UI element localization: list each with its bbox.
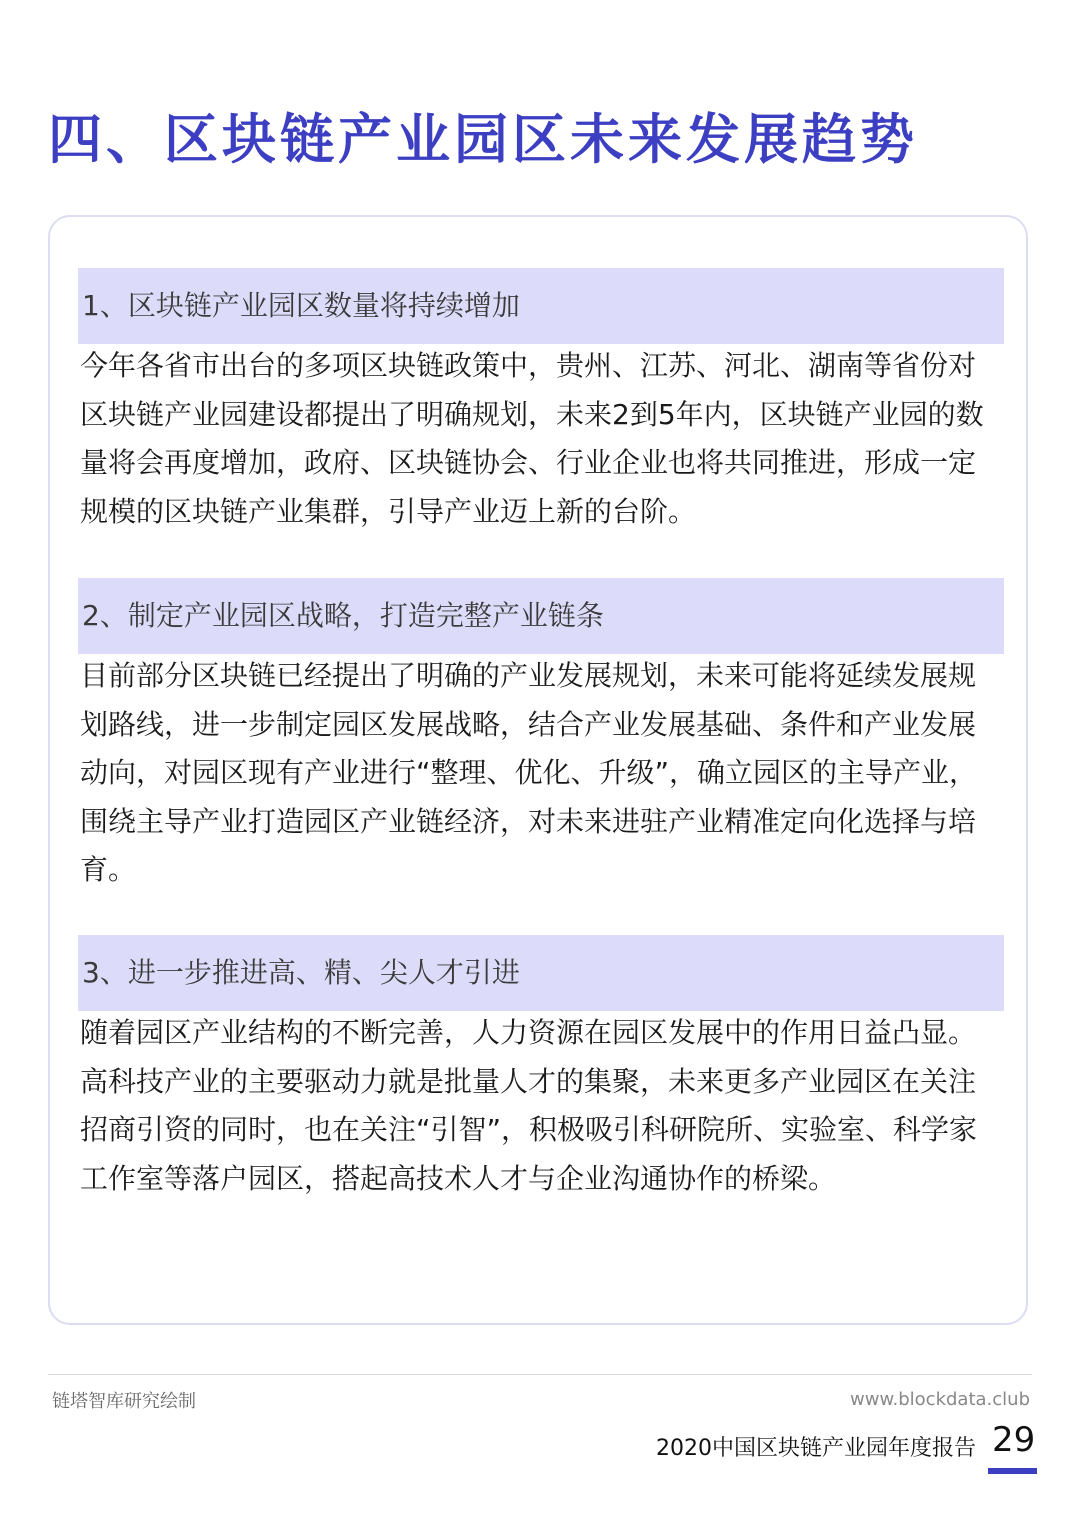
footer-url[interactable]: www.blockdata.club — [850, 1389, 1030, 1410]
page-title: 四、区块链产业园区未来发展趋势 — [48, 108, 918, 171]
section-3-body: 随着园区产业结构的不断完善，人力资源在园区发展中的作用日益凸显。高科技产业的主要驱动力就是批量人才的集聚，未来更多产业园区在关注招商引资的同时，也在关注“引智”，积极吸引科研院所、实验室、科学家工作室等落户园区，搭起高技术人才与企业沟通协作的桥梁。 — [80, 1016, 978, 1195]
footer-divider — [48, 1374, 1032, 1375]
footer-report-title: 2020中国区块链产业园年度报告 — [656, 1436, 976, 1461]
section-2-body: 目前部分区块链已经提出了明确的产业发展规划，未来可能将延续发展规划路线，进一步制定园区发展战略，结合产业发展基础、条件和产业发展动向，对园区现有产业进行“整理、优化、升级”，确立园区的主导产业，围绕主导产业打造园区产业链经济，对未来进驻产业精准定向化选择与培育。 — [80, 659, 978, 886]
page-number-underline — [988, 1468, 1037, 1474]
footer-source: 链塔智库研究绘制 — [52, 1391, 196, 1412]
page-number: 29 — [992, 1420, 1036, 1460]
section-2-heading: 2、制定产业园区战略，打造完整产业链条 — [78, 578, 1004, 654]
section-1-body: 今年各省市出台的多项区块链政策中，贵州、江苏、河北、湖南等省份对区块链产业园建设都提出了明确规划，未来2到5年内，区块链产业园的数量将会再度增加，政府、区块链协会、行业企业也将共同推进，形成一定规模的区块链产业集群，引导产业迈上新的台阶。 — [80, 349, 984, 528]
section-1-heading: 1、区块链产业园区数量将持续增加 — [78, 268, 1004, 344]
section-3-heading: 3、进一步推进高、精、尖人才引进 — [78, 935, 1004, 1011]
